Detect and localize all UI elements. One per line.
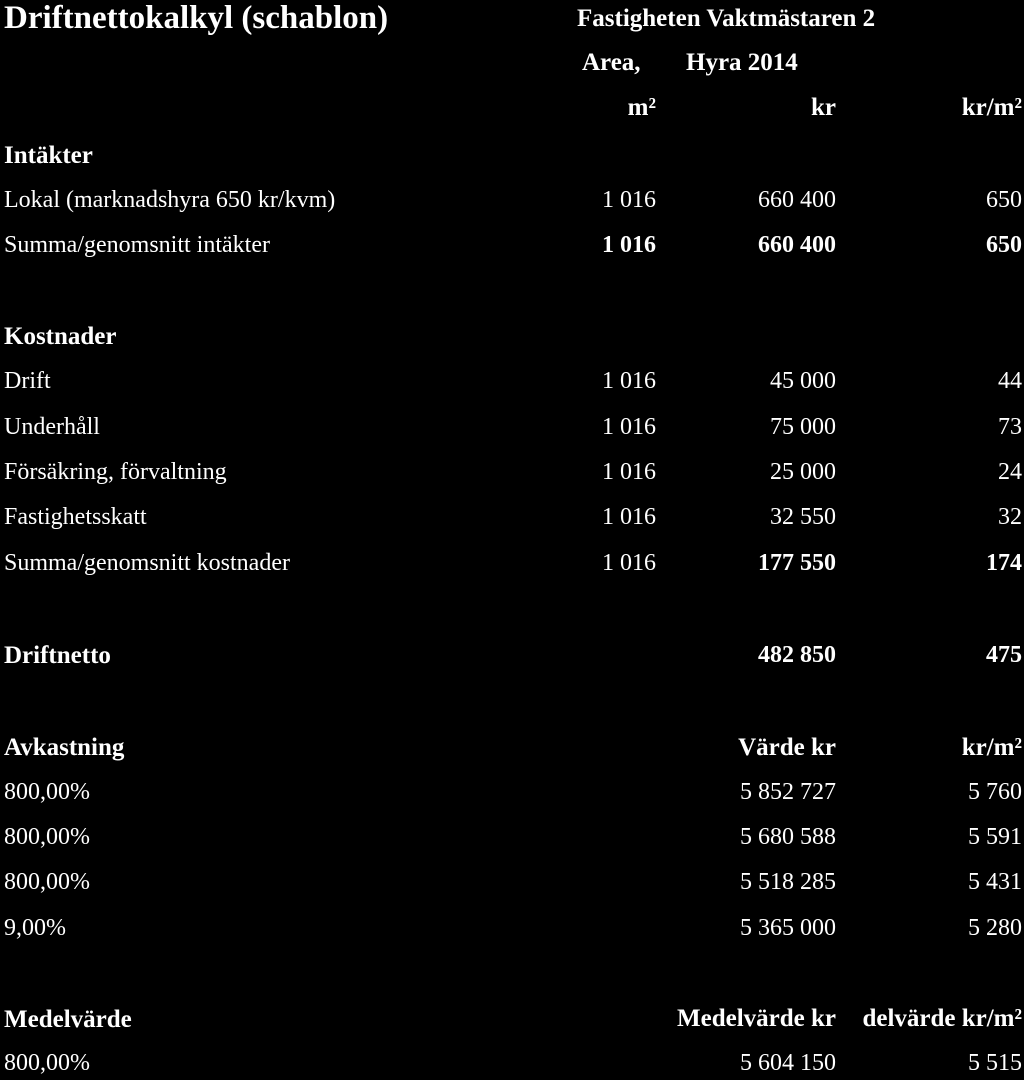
- costs-total-per-m2: 174: [986, 550, 1022, 576]
- rent-unit-label: kr: [811, 94, 836, 121]
- yield-row-per-m2: 5 280: [968, 915, 1022, 941]
- cost-row-amount: 75 000: [770, 414, 836, 440]
- cost-row-per-m2: 24: [998, 459, 1022, 485]
- income-total-rent: 660 400: [758, 232, 836, 258]
- yield-row-rate: 800,00%: [4, 779, 90, 805]
- income-heading: Intäkter: [4, 142, 93, 169]
- rent-column-header: Hyra 2014: [686, 49, 798, 76]
- cost-row-per-m2: 73: [998, 414, 1022, 440]
- cost-row-per-m2: 32: [998, 504, 1022, 530]
- cost-row-amount: 45 000: [770, 368, 836, 394]
- yield-row-rate: 9,00%: [4, 915, 66, 941]
- net-label: Driftnetto: [4, 642, 111, 669]
- costs-total-amount: 177 550: [758, 550, 836, 576]
- yield-row-per-m2: 5 760: [968, 779, 1022, 805]
- yield-row-per-m2: 5 591: [968, 824, 1022, 850]
- document-title: Driftnettokalkyl (schablon): [4, 0, 389, 36]
- yield-row-value: 5 365 000: [740, 915, 836, 941]
- cost-row-area: 1 016: [602, 414, 656, 440]
- cost-row-area: 1 016: [602, 368, 656, 394]
- average-rate: 800,00%: [4, 1050, 90, 1076]
- income-row-rent: 660 400: [758, 187, 836, 213]
- costs-heading: Kostnader: [4, 323, 117, 350]
- area-unit-label: m²: [627, 94, 656, 121]
- per-m2-unit-label: kr/m²: [961, 94, 1022, 121]
- income-row-per-m2: 650: [986, 187, 1022, 213]
- cost-row-amount: 25 000: [770, 459, 836, 485]
- yield-row-rate: 800,00%: [4, 824, 90, 850]
- average-value: 5 604 150: [740, 1050, 836, 1076]
- area-column-header: Area,: [582, 49, 641, 76]
- net-amount: 482 850: [758, 642, 836, 668]
- cost-row-per-m2: 44: [998, 368, 1022, 394]
- yield-row-value: 5 518 285: [740, 869, 836, 895]
- cost-row-label: Försäkring, förvaltning: [4, 459, 227, 485]
- cost-row-amount: 32 550: [770, 504, 836, 530]
- yield-row-value: 5 852 727: [740, 779, 836, 805]
- income-total-area: 1 016: [602, 232, 656, 258]
- yield-value-header: Värde kr: [738, 734, 836, 761]
- income-row-area: 1 016: [602, 187, 656, 213]
- income-row-label: Lokal (marknadshyra 650 kr/kvm): [4, 187, 336, 213]
- cost-row-area: 1 016: [602, 459, 656, 485]
- average-heading: Medelvärde: [4, 1006, 132, 1033]
- yield-row-rate: 800,00%: [4, 869, 90, 895]
- net-per-m2: 475: [986, 642, 1022, 668]
- yield-row-value: 5 680 588: [740, 824, 836, 850]
- average-value-header: Medelvärde kr: [677, 1005, 836, 1032]
- cost-row-label: Drift: [4, 368, 51, 394]
- costs-total-area: 1 016: [602, 550, 656, 576]
- property-name: Fastigheten Vaktmästaren 2: [577, 5, 876, 32]
- average-per-m2-header: delvärde kr/m²: [862, 1005, 1022, 1032]
- income-total-label: Summa/genomsnitt intäkter: [4, 232, 270, 258]
- yield-heading: Avkastning: [4, 734, 125, 761]
- yield-per-m2-header: kr/m²: [961, 734, 1022, 761]
- cost-row-label: Fastighetsskatt: [4, 504, 147, 530]
- yield-row-per-m2: 5 431: [968, 869, 1022, 895]
- cost-row-label: Underhåll: [4, 414, 100, 440]
- income-total-per-m2: 650: [986, 232, 1022, 258]
- costs-total-label: Summa/genomsnitt kostnader: [4, 550, 290, 576]
- cost-row-area: 1 016: [602, 504, 656, 530]
- average-per-m2: 5 515: [968, 1050, 1022, 1076]
